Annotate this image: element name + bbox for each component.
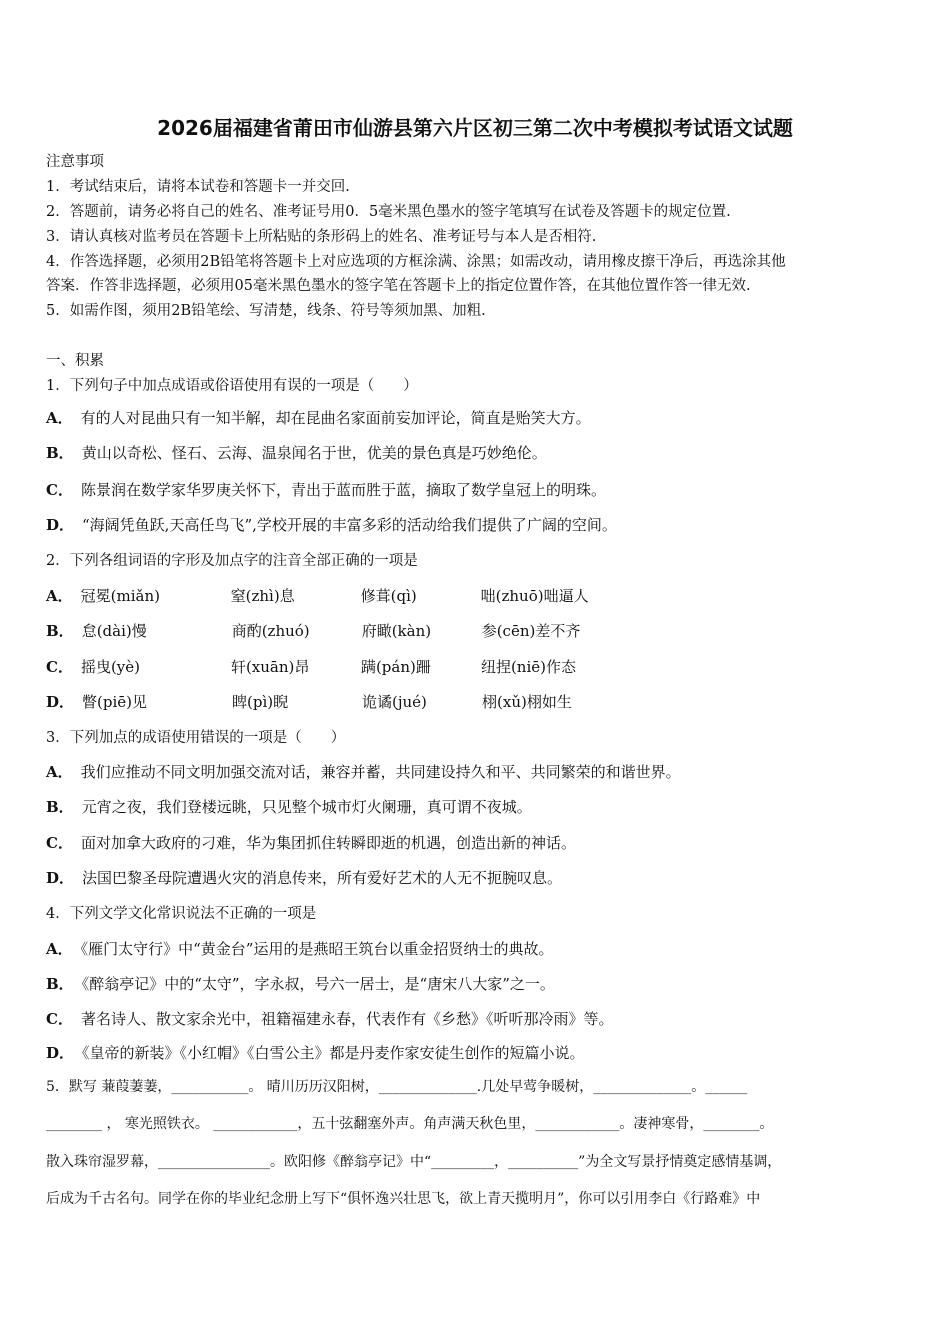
option-label: C． (46, 658, 73, 676)
word-item: 纽捏(niē)作态 (480, 658, 576, 676)
option-label: A． (46, 763, 73, 781)
option-label: B． (46, 798, 74, 816)
word-item: 摇曳(yè) (80, 658, 141, 676)
question-5-line: 5．默写 蒹葭萋萋，___________。 晴川历历汉阳树，______________.几处早莺争暖树，______________。______ (46, 1079, 748, 1095)
word-item: 参(cēn)差不齐 (481, 622, 581, 640)
option-label: B． (46, 975, 74, 993)
word-item: 蹒(pán)跚 (360, 658, 431, 676)
option-label: C． (46, 481, 73, 499)
option-text: 面对加拿大政府的刁难，华为集团抓住转瞬即逝的机遇，创造出新的神话。 (80, 834, 576, 852)
option-label: A． (46, 409, 73, 427)
word-item: 冠冕(miǎn) (80, 587, 160, 605)
q2-row-d (46, 692, 572, 712)
option-text: “海阔凭鱼跃,天高任鸟飞”,学校开展的丰富多彩的活动给我们提供了广阔的空间。 (82, 516, 617, 534)
word-item: 修葺(qì) (360, 587, 417, 605)
q4-option-b (46, 974, 555, 994)
q1-option-c (46, 480, 606, 500)
option-text: 陈景润在数学家华罗庚关怀下，青出于蓝而胜于蓝，摘取了数学皇冠上的明珠。 (80, 481, 606, 499)
notice-item: 4．作答选择题，必须用2B铅笔将答题卡上对应选项的方框涂满、涂黑；如需改动，请用橡皮擦干净后，再选涂其他 (46, 254, 786, 270)
notice-item: 3．请认真核对监考员在答题卡上所粘贴的条形码上的姓名、准考证号与本人是否相符. (46, 229, 597, 245)
question-5-line: 后成为千古名句。同学在你的毕业纪念册上写下“俱怀逸兴壮思飞，欲上青天揽明月”，你可以引用李白《行路难》中 (46, 1191, 761, 1207)
notice-item: 5．如需作图，须用2B铅笔绘、写清楚，线条、符号等须加黑、加粗. (46, 303, 486, 319)
word-item: 怠(dài)慢 (81, 622, 147, 640)
option-text: 《皇帝的新装》《小红帽》《白雪公主》都是丹麦作家安徒生创作的短篇小说。 (82, 1044, 585, 1062)
option-label: A． (46, 940, 73, 958)
option-text: 元宵之夜，我们登楼远眺，只见整个城市灯火阑珊，真可谓不夜城。 (81, 798, 532, 816)
word-item: 瞥(piē)见 (82, 693, 147, 711)
option-text: 法国巴黎圣母院遭遇火灾的消息传来，所有爱好艺术的人无不扼腕叹息。 (82, 869, 563, 887)
notice-item: 2．答题前，请务必将自己的姓名、准考证号用0．5毫米黑色墨水的签字笔填写在试卷及答题卡的规定位置. (46, 204, 731, 220)
option-text: 《醉翁亭记》中的“太守”，字永叔，号六一居士，是“唐宋八大家”之一。 (81, 975, 555, 993)
option-label: A． (46, 587, 73, 605)
option-text: 我们应推动不同文明加强交流对话，兼容并蓄，共同建设持久和平、共同繁荣的和谐世界。 (80, 763, 681, 781)
q3-option-b (46, 797, 532, 817)
word-item: 睥(pì)睨 (232, 693, 289, 711)
q3-option-d (46, 868, 562, 888)
q3-option-c (46, 833, 576, 853)
option-label: D． (46, 693, 75, 711)
option-label: C． (46, 834, 73, 852)
q4-option-a (46, 939, 553, 959)
option-label: B． (46, 622, 74, 640)
word-item: 府瞰(kàn) (361, 622, 432, 640)
word-item: 诡谲(jué) (362, 693, 427, 711)
option-text: 《雁门太守行》中“黄金台”运用的是燕昭王筑台以重金招贤纳士的典故。 (80, 940, 554, 958)
q2-row-a (46, 586, 589, 606)
question-5-line: 散入珠帘湿罗幕，________________。欧阳修《醉翁亭记》中“_________，__________”为全文写景抒情奠定感情基调， (46, 1154, 782, 1170)
notice-item: 答案．作答非选择题，必须用05毫米黑色墨水的签字笔在答题卡上的指定位置作答，在其他位置作答一律无效. (46, 278, 751, 294)
question-4-stem: 4．下列文学文化常识说法不正确的一项是 (46, 906, 317, 922)
q2-row-c (46, 657, 576, 677)
question-5-line: ________ ， 寒光照铁衣。 ____________，五十弦翻塞外声。角声满天秋色里，____________。凄神寒骨，________。 (46, 1116, 774, 1132)
question-2-stem: 2．下列各组词语的字形及加点字的注音全部正确的一项是 (46, 553, 418, 569)
page-title: 2026届福建省莆田市仙游县第六片区初三第二次中考模拟考试语文试题 (157, 116, 793, 140)
option-label: C． (46, 1010, 73, 1028)
option-text: 著名诗人、散文家余光中，祖籍福建永春，代表作有《乡愁》《听听那冷雨》等。 (80, 1010, 614, 1028)
option-label: D． (46, 516, 75, 534)
notice-item: 1．考试结束后，请将本试卷和答题卡一并交回. (46, 179, 350, 195)
q4-option-d (46, 1043, 585, 1063)
option-label: D． (46, 1044, 75, 1062)
option-text: 黄山以奇松、怪石、云海、温泉闻名于世，优美的景色真是巧妙绝伦。 (81, 444, 547, 462)
q4-option-c (46, 1009, 613, 1029)
word-item: 商酌(zhuó) (231, 622, 310, 640)
q3-option-a (46, 762, 681, 782)
question-3-stem: 3．下列加点的成语使用错误的一项是（ ） (46, 730, 346, 746)
notice-heading: 注意事项 (46, 154, 104, 170)
option-label: D． (46, 869, 75, 887)
option-label: B． (46, 444, 74, 462)
q2-row-b (46, 621, 580, 641)
option-text: 有的人对昆曲只有一知半解，却在昆曲名家面前妄加评论，简直是贻笑大方。 (80, 409, 591, 427)
word-item: 咄(zhuō)咄逼人 (480, 587, 589, 605)
q1-option-b (46, 443, 547, 463)
section-heading: 一、积累 (46, 353, 104, 369)
q1-option-d (46, 515, 617, 535)
question-1-stem: 1．下列句子中加点成语或俗语使用有误的一项是（ ） (46, 378, 418, 394)
word-item: 窒(zhì)息 (230, 587, 295, 605)
word-item: 栩(xǔ)栩如生 (482, 693, 572, 711)
q1-option-a (46, 408, 591, 428)
word-item: 轩(xuān)昂 (230, 658, 310, 676)
